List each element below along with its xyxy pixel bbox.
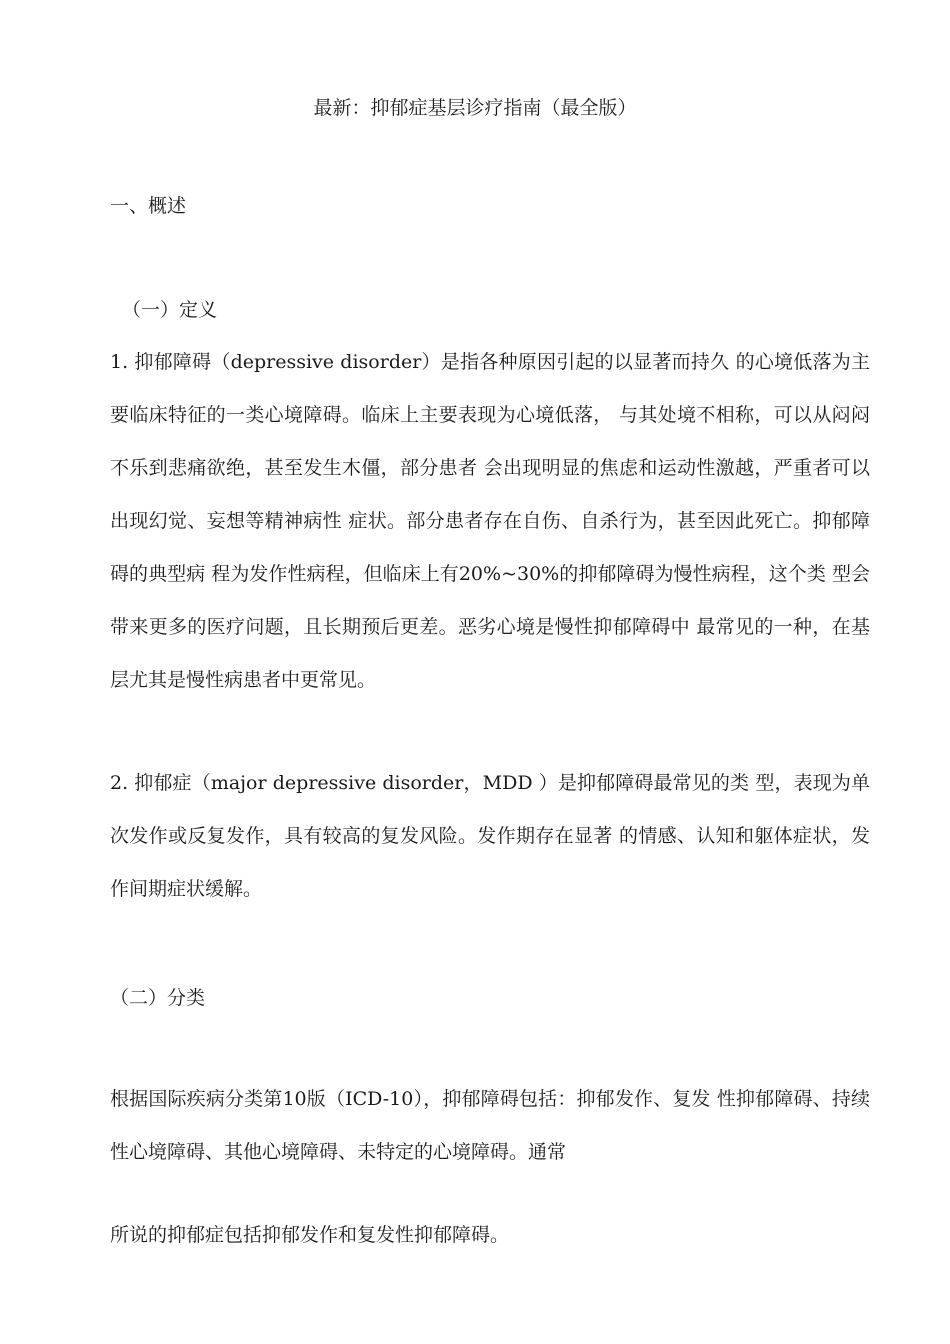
paragraph-classification-2: 所说的抑郁症包括抑郁发作和复发性抑郁障碍。 <box>110 1224 510 1246</box>
paragraph-definition-1: 1. 抑郁障碍（depressive disorder）是指各种原因引起的以显著而持久 的心境低落为主要临床特征的一类心境障碍。临床上主要表现为心境低落， 与其处境不相称，可以从闷闷不乐到悲痛欲绝，甚至发生木僵，部分患者 会出现明显的焦虑和运动性激越，严重者可以出现幻觉、妄想等精神病性 症状。部分患者存在自伤、自杀行为，甚至因此死亡。抑郁障碍的典型病 程为发作性病程，但临床上有20%~30%的抑郁障碍为慢性病程，这个类 型会带来更多的医疗问题，且长期预后更差。恶劣心境是慢性抑郁障碍中 最常见的一种，在基层尤其是慢性病患者中更常见。 <box>110 351 870 691</box>
paragraph-definition-2: 2. 抑郁症（major depressive disorder，MDD ）是抑郁障碍最常见的类 型，表现为单次发作或反复发作，具有较高的复发风险。发作期存在显著 的情感、认知和躯体症状，发作间期症状缓解。 <box>110 772 870 900</box>
subsection-heading-classification: （二）分类 <box>110 987 206 1009</box>
document-title: 最新：抑郁症基层诊疗指南（最全版） <box>313 97 637 119</box>
subsection-heading-definition: （一）定义 <box>122 299 218 321</box>
paragraph-classification-1: 根据国际疾病分类第10版（ICD-10），抑郁障碍包括：抑郁发作、复发 性抑郁障碍、持续性心境障碍、其他心境障碍、未特定的心境障碍。通常 <box>110 1088 870 1163</box>
section-heading-overview: 一、概述 <box>110 195 187 217</box>
